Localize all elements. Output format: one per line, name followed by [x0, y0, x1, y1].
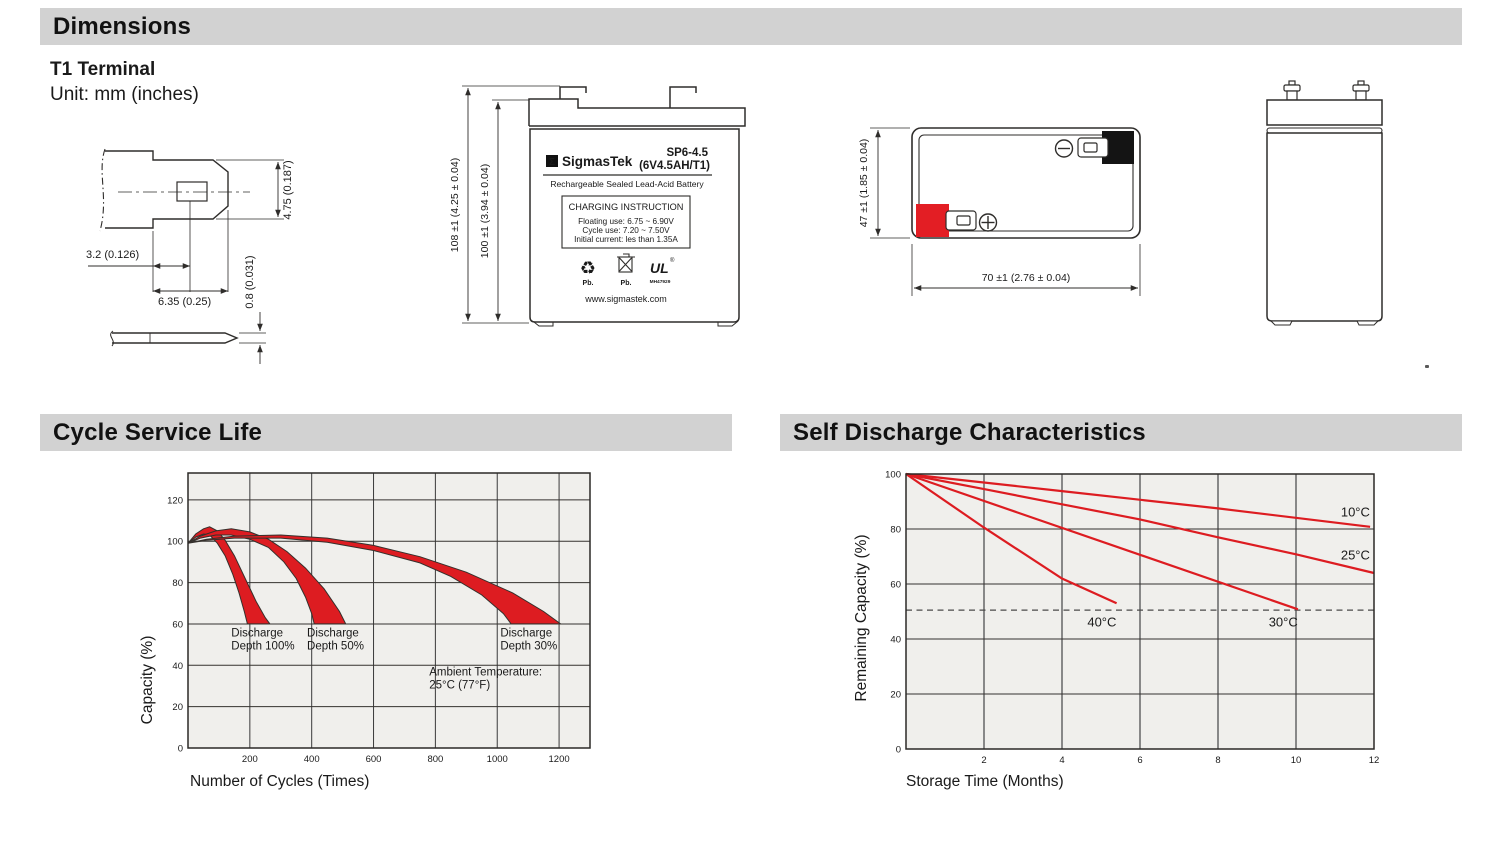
- chart-text: 40: [890, 634, 901, 646]
- side-case: [1267, 133, 1382, 321]
- chart-text: 0: [895, 744, 901, 756]
- dim-text-3-2: 3.2 (0.126): [86, 249, 140, 261]
- dim-text-6-35: 6.35 (0.25): [158, 296, 212, 308]
- self-discharge-chart: [840, 455, 1420, 815]
- annotation: Ambient Temperature:: [429, 666, 543, 679]
- dim-text-47: 47 ±1 (1.85 ± 0.04): [858, 138, 870, 228]
- x-axis-label: Number of Cycles (Times): [190, 773, 370, 790]
- cycle-service-life-header: [40, 414, 732, 451]
- series-label: 40°C: [1087, 614, 1117, 630]
- dim-text-70: 70 ±1 (2.76 ± 0.04): [981, 272, 1071, 284]
- terminal-profile: [105, 151, 228, 228]
- dim-text-108: 108 ±1 (4.25 ± 0.04): [449, 157, 461, 253]
- side-terminal-right: [1353, 81, 1369, 100]
- side-foot-left: [1271, 321, 1292, 325]
- model-text: SP6-4.5: [666, 147, 708, 159]
- chart-text: 4: [1059, 755, 1065, 766]
- website-text: www.sigmastek.com: [585, 294, 667, 304]
- t1-terminal-heading: T1 Terminal: [50, 59, 156, 80]
- self-discharge-header: [780, 414, 1462, 451]
- side-lid: [1267, 100, 1382, 125]
- chart-text: 400: [303, 754, 320, 765]
- chart-text: 10: [1290, 755, 1302, 766]
- chart-text: 40: [172, 660, 183, 672]
- chart-text: 1200: [548, 754, 570, 765]
- series-label: 10°C: [1340, 504, 1370, 520]
- dim-text-100: 100 ±1 (3.94 ± 0.04): [479, 163, 491, 259]
- annotation: Discharge: [231, 627, 284, 640]
- annotation: Depth 30%: [500, 640, 558, 653]
- charging-line-2: Cycle use: 7.20 ~ 7.50V: [582, 226, 670, 235]
- chart-text: 12: [1368, 755, 1380, 766]
- chart-text: 8: [1215, 755, 1221, 766]
- battery-top-view: [845, 105, 1185, 315]
- annotation: Discharge: [500, 627, 553, 640]
- rating-text: (6V4.5AH/T1): [639, 160, 710, 172]
- chart-text: 60: [890, 579, 901, 591]
- chart-text: 0: [177, 743, 183, 755]
- charging-title: CHARGING INSTRUCTION: [568, 202, 684, 212]
- charging-line-3: Initial current: les than 1.35A: [574, 235, 678, 244]
- brand-text: SigmasTek: [562, 154, 633, 169]
- charging-line-1: Floating use: 6.75 ~ 6.90V: [578, 217, 674, 226]
- chart-text: 800: [427, 754, 444, 765]
- blade-edge-view: [112, 333, 237, 343]
- dimensions-title: Dimensions: [53, 13, 192, 40]
- y-axis-label: Capacity (%): [139, 635, 156, 725]
- dim-text-0-8: 0.8 (0.031): [244, 255, 256, 309]
- battery-front-view: [440, 70, 770, 380]
- side-terminal-left: [1284, 81, 1300, 100]
- recycle-pb-icon: ♻: [579, 258, 597, 279]
- positive-terminal-block: [916, 204, 949, 237]
- unit-line: Unit: mm (inches): [50, 84, 199, 105]
- chart-text: 120: [167, 495, 183, 507]
- stray-mark: [1425, 365, 1429, 368]
- dimensions-section-header: [40, 8, 1462, 45]
- chart-text: 200: [241, 754, 258, 765]
- svg-text:UL: UL: [650, 260, 669, 276]
- chart-text: 6: [1137, 755, 1143, 766]
- sigma-logo-glyph: Σ: [548, 157, 556, 168]
- chart-text: 2: [981, 755, 987, 766]
- chart-text: 1000: [486, 754, 508, 765]
- cycle-service-life-chart: [100, 455, 660, 815]
- ul-code: MH47929: [649, 280, 671, 285]
- label-subtitle: Rechargeable Sealed Lead-Acid Battery: [550, 179, 704, 189]
- self-discharge-title: Self Discharge Characteristics: [793, 419, 1146, 446]
- annotation: Discharge: [307, 627, 359, 640]
- svg-text:®: ®: [670, 258, 675, 264]
- t1-terminal-drawing: [70, 135, 390, 380]
- chart-text: 80: [890, 524, 901, 536]
- positive-faston-tab: [946, 211, 976, 230]
- series-label: 25°C: [1340, 547, 1370, 563]
- chart-text: 80: [172, 578, 183, 590]
- chart-text: 20: [890, 689, 901, 701]
- cycle-title: Cycle Service Life: [53, 419, 263, 446]
- chart-text: 100: [167, 536, 183, 548]
- chart-text: 20: [172, 702, 183, 714]
- chart-text: 100: [885, 469, 901, 481]
- terminal-hole: [177, 182, 207, 201]
- positive-symbol-icon: [980, 214, 997, 231]
- series-label: 30°C: [1268, 614, 1298, 630]
- side-foot-right: [1357, 321, 1378, 325]
- annotation: Depth 50%: [307, 640, 364, 653]
- recycle-pb-label: Pb.: [582, 280, 594, 287]
- crossed-bin-label: Pb.: [620, 280, 632, 287]
- battery-side-view: [1225, 55, 1435, 355]
- annotation: Depth 100%: [231, 640, 295, 653]
- break-line: [100, 149, 105, 231]
- extension-lines: [153, 160, 284, 343]
- x-axis-label: Storage Time (Months): [906, 773, 1064, 790]
- battery-lid: [529, 99, 745, 126]
- y-axis-label: Remaining Capacity (%): [853, 534, 870, 702]
- annotation: 25°C (77°F): [429, 679, 491, 692]
- chart-text: 60: [172, 619, 183, 631]
- dim-text-4-75: 4.75 (0.187): [282, 160, 294, 220]
- negative-faston-tab: [1078, 138, 1108, 157]
- chart-text: 600: [365, 754, 382, 765]
